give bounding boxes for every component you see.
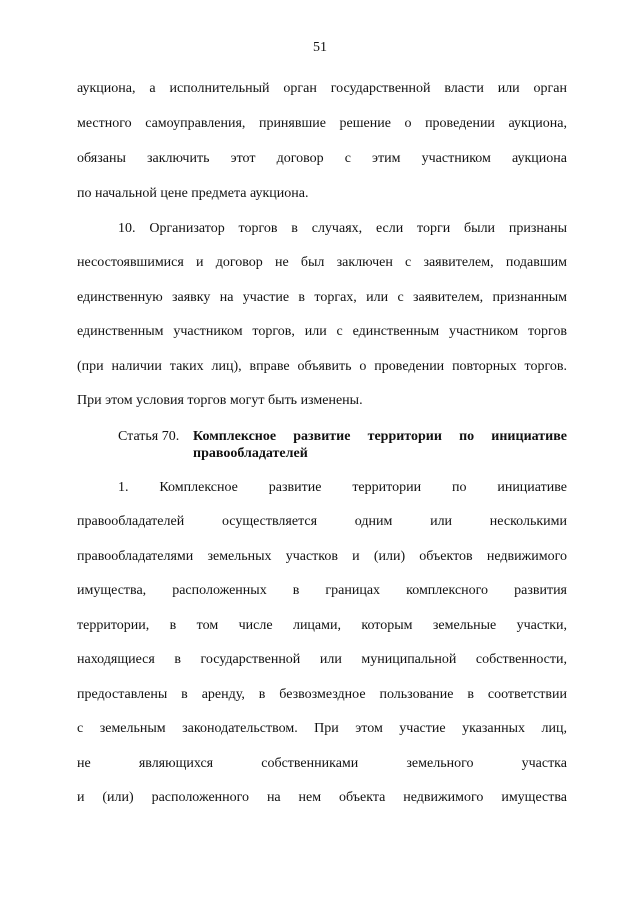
text-line: 10. Организатор торгов в случаях, если торги были признаны — [118, 221, 567, 236]
page-number: 51 — [313, 40, 327, 55]
text-line: единственным участником торгов, или с единственным участником торгов — [77, 324, 567, 339]
article-title-line2: правообладателей — [193, 446, 308, 461]
text-line: правообладателей осуществляется одним или несколькими — [77, 514, 567, 529]
text-line: единственную заявку на участие в торгах, или с заявителем, признанным — [77, 290, 567, 305]
text-line: и (или) расположенного на нем объекта недвижимого имущества — [77, 790, 567, 805]
text-line: обязаны заключить этот договор с этим участником аукциона — [77, 151, 567, 166]
text-line: При этом условия торгов могут быть изменены. — [77, 393, 363, 408]
article-label: Статья 70. — [118, 429, 180, 444]
text-line: несостоявшимися и договор не был заключен с заявителем, подавшим — [77, 255, 567, 270]
text-line: по начальной цене предмета аукциона. — [77, 186, 309, 201]
text-line: (при наличии таких лиц), вправе объявить о проведении повторных торгов. — [77, 359, 567, 374]
text-line: территории, в том числе лицами, которым земельные участки, — [77, 618, 567, 633]
article-title-line1: Комплексное развитие территории по инициативе — [193, 429, 567, 444]
article-heading — [118, 428, 567, 462]
text-line: с земельным законодательством. При этом участие указанных лиц, — [77, 721, 567, 736]
text-line: предоставлены в аренду, в безвозмездное пользование в соответствии — [77, 687, 567, 702]
text-line: не являющихся собственниками земельного участка — [77, 756, 567, 771]
text-line: аукциона, а исполнительный орган государственной власти или орган — [77, 81, 567, 96]
text-line: местного самоуправления, принявшие решение о проведении аукциона, — [77, 116, 567, 131]
text-line: имущества, расположенных в границах комплексного развития — [77, 583, 567, 598]
text-line: находящиеся в государственной или муниципальной собственности, — [77, 652, 567, 667]
text-line: 1. Комплексное развитие территории по инициативе — [118, 480, 567, 495]
text-line: правообладателями земельных участков и (или) объектов недвижимого — [77, 549, 567, 564]
